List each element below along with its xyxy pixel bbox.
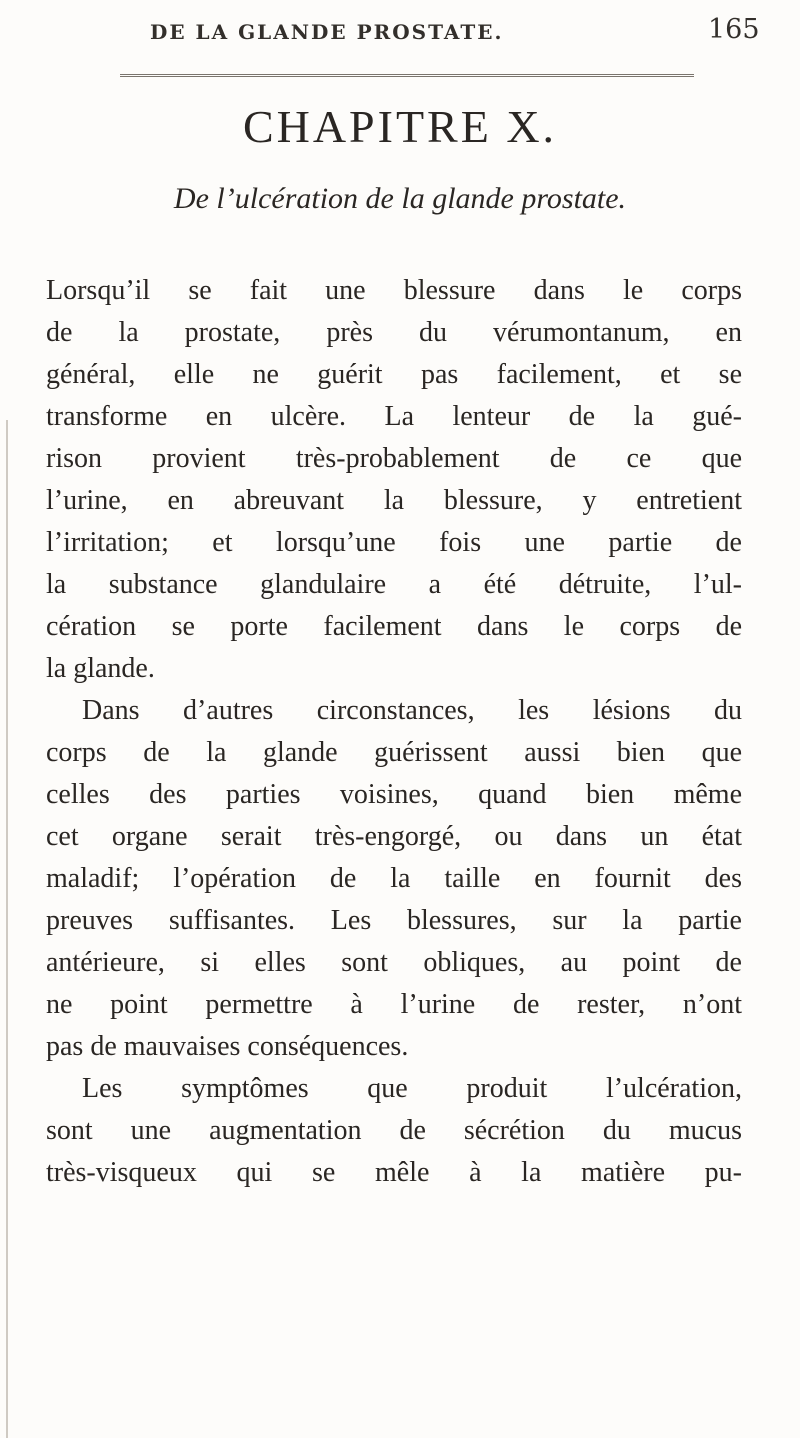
text-line: cet organe serait très-engorgé, ou dans un état	[46, 821, 742, 852]
binding-edge	[6, 420, 8, 1438]
text-line: sont une augmentation de sécrétion du mucus	[46, 1115, 742, 1146]
text-line: pas de mauvaises conséquences.	[46, 1031, 409, 1062]
chapter-subtitle: De l’ulcération de la glande prostate.	[173, 182, 627, 215]
text-line: Les symptômes que produit l’ulcération,	[82, 1073, 742, 1104]
text-line: l’urine, en abreuvant la blessure, y entretient	[46, 485, 742, 516]
text-line: cération se porte facilement dans le corps de	[46, 611, 742, 642]
text-line: rison provient très-probablement de ce que	[46, 443, 742, 474]
text-line: la glande.	[46, 653, 155, 684]
text-line: maladif; l’opération de la taille en fournit des	[46, 863, 742, 894]
text-line: général, elle ne guérit pas facilement, et se	[46, 359, 742, 390]
text-line: Dans d’autres circonstances, les lésions du	[82, 695, 742, 726]
text-line: celles des parties voisines, quand bien même	[46, 779, 742, 810]
text-line: ne point permettre à l’urine de rester, n’ont	[46, 989, 742, 1020]
text-line: la substance glandulaire a été détruite, l’ul-	[46, 569, 742, 600]
body-text	[46, 270, 742, 1194]
text-line: corps de la glande guérissent aussi bien que	[46, 737, 742, 768]
running-head: DE LA GLANDE PROSTATE.	[150, 20, 504, 44]
text-line: transforme en ulcère. La lenteur de la gué-	[46, 401, 742, 432]
text-line: Lorsqu’il se fait une blessure dans le corps	[46, 275, 742, 306]
text-line: de la prostate, près du vérumontanum, en	[46, 317, 742, 348]
text-line: très-visqueux qui se mêle à la matière pu-	[46, 1157, 742, 1188]
text-line: preuves suffisantes. Les blessures, sur la partie	[46, 905, 742, 936]
header-rule	[120, 74, 694, 77]
chapter-title: CHAPITRE X.	[242, 101, 558, 152]
text-line: antérieure, si elles sont obliques, au point de	[46, 947, 742, 978]
page-number: 165	[708, 14, 760, 45]
text-line: l’irritation; et lorsqu’une fois une partie de	[46, 527, 742, 558]
